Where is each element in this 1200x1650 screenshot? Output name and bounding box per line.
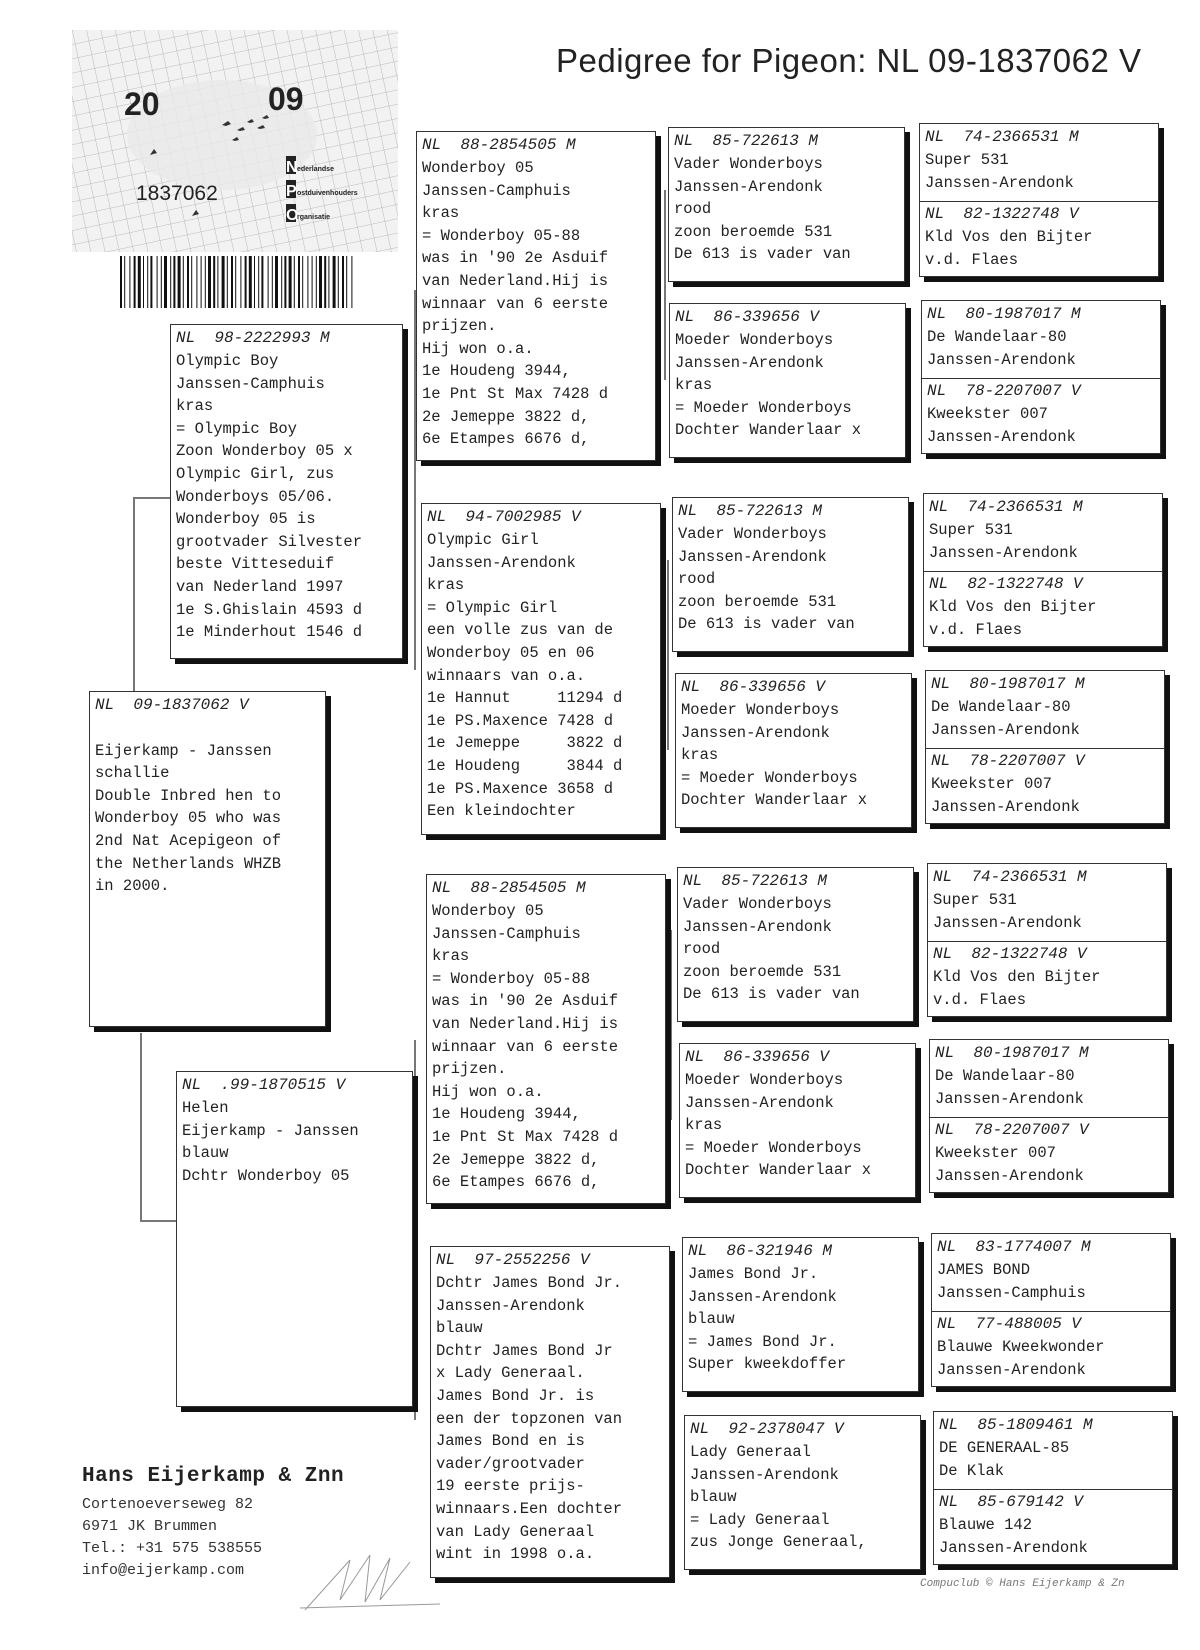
great-grandparent-box (668, 127, 905, 282)
g4-hen-box (934, 1489, 1172, 1565)
g4-pair-box (923, 493, 1163, 647)
barcode-bar (268, 256, 269, 308)
barcode-bar (338, 256, 339, 308)
great-grandparent-ring-number: NL 86-339656 V (685, 1048, 830, 1066)
g4-pair-box (927, 863, 1167, 1017)
great-grandparent-details: James Bond Jr. Janssen-Arendonk blauw = James Bond Jr. Super kweekdoffer (688, 1265, 847, 1374)
g4-hen-details: Kld Vos den Bijter v.d. Flaes (925, 228, 1093, 269)
grandparent-details: Dchtr James Bond Jr. Janssen-Arendonk blauw Dchtr James Bond Jr x Lady Generaal. James Bond Jr. is een der topzonen van James Bond en is vader/grootvader 19 eerste prijs- winnaars.Een dochter van Lady Generaal wint in 1998 o.a. (436, 1274, 623, 1564)
g4-hen-details: Kld Vos den Bijter v.d. Flaes (929, 598, 1097, 639)
g4-hen-ring-number: NL 82-1322748 V (933, 945, 1087, 963)
barcode-bar (173, 256, 175, 308)
great-grandparent-box (677, 867, 914, 1022)
great-grandparent-details: Vader Wonderboys Janssen-Arendonk rood zoon beroemde 531 De 613 is vader van (678, 525, 855, 634)
barcode-bar (254, 256, 255, 308)
g4-hen-ring-number: NL 78-2207007 V (935, 1121, 1089, 1139)
barcode-bar (284, 256, 286, 308)
barcode-bar (150, 256, 152, 308)
barcode-bar (161, 256, 162, 308)
g4-cock-details: Super 531 Janssen-Arendonk (929, 521, 1078, 562)
sire-ring-number: NL 98-2222993 M (176, 329, 330, 347)
barcode-bar (275, 256, 278, 308)
npo-word-3: rganisatie (297, 214, 331, 221)
breeder-phone: Tel.: +31 575 538555 (82, 1540, 263, 1557)
grandparent-box (416, 131, 656, 461)
barcode-bar (342, 256, 344, 308)
g4-hen-box (930, 1117, 1168, 1193)
grandparent-ring-number: NL 97-2552256 V (436, 1251, 590, 1269)
barcode-bar (281, 256, 282, 308)
barcode-bar (213, 256, 215, 308)
barcode-bar (240, 256, 241, 308)
grandparent-ring-number: NL 88-2854505 M (422, 136, 576, 154)
breeder-name: Hans Eijerkamp & Znn (82, 1465, 345, 1488)
ring-card-logo (72, 30, 398, 252)
grandparent-ring-number: NL 94-7002985 V (427, 508, 581, 526)
g4-hen-details: Kld Vos den Bijter v.d. Flaes (933, 968, 1101, 1009)
g4-cock-ring-number: NL 80-1987017 M (927, 305, 1081, 323)
connector-line (667, 560, 669, 750)
grandparent-details: Olympic Girl Janssen-Arendonk kras = Olympic Girl een volle zus van de Wonderboy 05 en 06 winnaars van o.a. 1e Hannut 11294 d 1e PS.Maxence 7428 d 1e Jemeppe 3822 d 1e Houdeng 3844 d 1e PS.Maxence 3658 d Een kleindochter (427, 531, 623, 821)
great-grandparent-details: Moeder Wonderboys Janssen-Arendonk kras = Moeder Wonderboys Dochter Wanderlaar x (675, 331, 862, 440)
great-grandparent-details: Lady Generaal Janssen-Arendonk blauw = Lady Generaal zus Jonge Generaal, (690, 1443, 867, 1552)
g4-hen-box (924, 571, 1162, 647)
great-grandparent-ring-number: NL 86-339656 V (681, 678, 826, 696)
signature-scribble (300, 1540, 440, 1614)
g4-cock-details: Super 531 Janssen-Arendonk (925, 151, 1074, 192)
barcode-bar (324, 256, 326, 308)
npo-letter-o: O (286, 207, 299, 224)
g4-pair-box (931, 1233, 1171, 1387)
great-grandparent-box (682, 1237, 919, 1392)
barcode-bar (134, 256, 136, 308)
great-grandparent-box (675, 673, 912, 828)
great-grandparent-ring-number: NL 92-2378047 V (690, 1420, 844, 1438)
g4-cock-details: DE GENERAAL-85 De Klak (939, 1439, 1070, 1480)
g4-cock-ring-number: NL 74-2366531 M (929, 498, 1083, 516)
g4-hen-ring-number: NL 77-488005 V (937, 1315, 1082, 1333)
g4-cock-ring-number: NL 80-1987017 M (931, 675, 1085, 693)
dam-ring-number: NL .99-1870515 V (182, 1076, 346, 1094)
g4-pair-box (921, 300, 1161, 454)
dam-details: Helen Eijerkamp - Janssen blauw Dchtr Wonderboy 05 (182, 1099, 359, 1185)
g4-hen-details: Kweekster 007 Janssen-Arendonk (935, 1144, 1084, 1185)
g4-cock-details: JAMES BOND Janssen-Camphuis (937, 1261, 1086, 1302)
connector-line (140, 1220, 176, 1222)
barcode-bar (328, 256, 329, 308)
g4-hen-ring-number: NL 78-2207007 V (931, 752, 1085, 770)
barcode-bar (201, 256, 202, 308)
grandparent-box (421, 503, 661, 835)
barcode-bar (157, 256, 158, 308)
barcode-bar (217, 256, 218, 308)
barcode-bar (178, 256, 181, 308)
barcode-bar (124, 256, 125, 308)
barcode-bar (183, 256, 184, 308)
barcode-bar (164, 256, 167, 308)
g4-cock-details: De Wandelaar-80 Janssen-Arendonk (935, 1067, 1084, 1108)
barcode-bar (346, 256, 347, 308)
g4-cock-ring-number: NL 80-1987017 M (935, 1044, 1089, 1062)
barcode-bar (351, 256, 352, 308)
great-grandparent-box (679, 1043, 916, 1198)
barcode-bar (333, 256, 336, 308)
great-grandparent-details: Moeder Wonderboys Janssen-Arendonk kras = Moeder Wonderboys Dochter Wanderlaar x (681, 701, 868, 810)
g4-hen-details: Blauwe Kweekwonder Janssen-Arendonk (937, 1338, 1105, 1379)
g4-cock-details: Super 531 Janssen-Arendonk (933, 891, 1082, 932)
subject-ring-number: NL 09-1837062 V (95, 696, 249, 714)
barcode-bar (312, 256, 313, 308)
great-grandparent-ring-number: NL 85-722613 M (678, 502, 823, 520)
barcode-bar (143, 256, 144, 308)
connector-line (664, 190, 666, 380)
great-grandparent-box (669, 303, 906, 458)
npo-letter-n: N (286, 159, 298, 176)
ring-year-left: 20 (124, 86, 160, 122)
npo-word-2: ostduivenhouders (297, 190, 358, 197)
barcode-bar (147, 256, 148, 308)
barcode-bar (272, 256, 273, 308)
barcode-bar (191, 256, 192, 308)
great-grandparent-details: Vader Wonderboys Janssen-Arendonk rood zoon beroemde 531 De 613 is vader van (674, 155, 851, 264)
g4-cock-ring-number: NL 83-1774007 M (937, 1238, 1091, 1256)
barcode-bar (120, 256, 122, 308)
g4-cock-details: De Wandelaar-80 Janssen-Arendonk (931, 698, 1080, 739)
g4-hen-details: Kweekster 007 Janssen-Arendonk (927, 405, 1076, 446)
barcode-bar (196, 256, 197, 308)
g4-hen-ring-number: NL 82-1322748 V (925, 205, 1079, 223)
breeder-email: info@eijerkamp.com (82, 1562, 245, 1579)
ring-year-right: 09 (268, 81, 304, 117)
barcode-bar (227, 256, 228, 308)
connector-line (673, 1300, 675, 1480)
grandparent-box (430, 1246, 670, 1578)
barcode-bar (316, 256, 317, 308)
g4-pair-box (933, 1411, 1173, 1565)
grandparent-box (426, 874, 666, 1204)
barcode-bar (245, 256, 247, 308)
grandparent-ring-number: NL 88-2854505 M (432, 879, 586, 897)
g4-hen-box (920, 201, 1158, 277)
g4-hen-ring-number: NL 78-2207007 V (927, 382, 1081, 400)
great-grandparent-ring-number: NL 86-321946 M (688, 1242, 833, 1260)
sire-box (170, 324, 403, 659)
npo-word-1: ederlandse (297, 166, 334, 173)
connector-line (140, 1033, 142, 1221)
barcode-bar (289, 256, 292, 308)
barcode-bar (187, 256, 189, 308)
g4-hen-ring-number: NL 82-1322748 V (929, 575, 1083, 593)
barcode-bar (294, 256, 295, 308)
barcode-bar (249, 256, 252, 308)
grandparent-details: Wonderboy 05 Janssen-Camphuis kras = Wonderboy 05-88 was in '90 2e Asduif van Nederland.Hij is winnaar van 6 eerste prijzen. Hij won o.a. 1e Houdeng 3944, 1e Pnt St Max 7428 d 2e Jemeppe 3822 d, 6e Etampes 6676 d, (432, 902, 619, 1192)
barcode-bar (138, 256, 141, 308)
connector-line (670, 930, 672, 1120)
software-credit: Compuclub © Hans Eijerkamp & Zn (920, 1578, 1125, 1590)
barcode-bar (258, 256, 259, 308)
barcode-bar (208, 256, 211, 308)
connector-line (133, 497, 171, 499)
g4-cock-ring-number: NL 74-2366531 M (925, 128, 1079, 146)
g4-hen-details: Blauwe 142 Janssen-Arendonk (939, 1516, 1088, 1557)
great-grandparent-box (684, 1415, 921, 1570)
npo-letter-p: P (286, 183, 297, 200)
g4-pair-box (919, 123, 1159, 277)
sire-details: Olympic Boy Janssen-Camphuis kras = Olympic Boy Zoon Wonderboy 05 x Olympic Girl, zus Wonderboys 05/06. Wonderboy 05 is grootvader Silvester beste Vitteseduif van Nederland 1997 1e S.Ghislain 4593 d 1e Minderhout 1546 d (176, 352, 363, 642)
barcode-bar (302, 256, 303, 308)
g4-cock-ring-number: NL 85-1809461 M (939, 1416, 1093, 1434)
ring-number: 1837062 (136, 182, 218, 205)
g4-hen-ring-number: NL 85-679142 V (939, 1493, 1084, 1511)
dam-box (176, 1071, 413, 1407)
barcode-bar (170, 256, 171, 308)
g4-hen-box (926, 748, 1164, 824)
g4-cock-ring-number: NL 74-2366531 M (933, 868, 1087, 886)
g4-hen-box (922, 378, 1160, 454)
barcode-bar (235, 256, 236, 308)
g4-hen-details: Kweekster 007 Janssen-Arendonk (931, 775, 1080, 816)
great-grandparent-ring-number: NL 85-722613 M (674, 132, 819, 150)
grandparent-details: Wonderboy 05 Janssen-Camphuis kras = Wonderboy 05-88 was in '90 2e Asduif van Nederland.Hij is winnaar van 6 eerste prijzen. Hij won o.a. 1e Houdeng 3944, 1e Pnt St Max 7428 d 2e Jemeppe 3822 d, 6e Etampes 6676 d, (422, 159, 609, 449)
great-grandparent-details: Moeder Wonderboys Janssen-Arendonk kras = Moeder Wonderboys Dochter Wanderlaar x (685, 1071, 872, 1180)
barcode-bar (307, 256, 308, 308)
subject-pigeon-box (89, 691, 326, 1027)
barcode-bar (129, 256, 130, 308)
barcode-bar (205, 256, 206, 308)
barcode-bar (231, 256, 233, 308)
great-grandparent-ring-number: NL 85-722613 M (683, 872, 828, 890)
g4-pair-box (925, 670, 1165, 824)
subject-details: Eijerkamp - Janssen schallie Double Inbred hen to Wonderboy 05 who was 2nd Nat Acepigeon of the Netherlands WHZB in 2000. (95, 741, 282, 896)
barcode-bar (319, 256, 322, 308)
barcode-bar (261, 256, 263, 308)
breeder-address: Cortenoeverseweg 82 (82, 1496, 254, 1513)
g4-pair-box (929, 1039, 1169, 1193)
barcode-bar (298, 256, 300, 308)
g4-hen-box (928, 941, 1166, 1017)
page-title: Pedigree for Pigeon: NL 09-1837062 V (556, 42, 1142, 79)
breeder-city: 6971 JK Brummen (82, 1518, 218, 1535)
great-grandparent-ring-number: NL 86-339656 V (675, 308, 820, 326)
barcode-bar (222, 256, 225, 308)
connector-line (414, 1040, 416, 1420)
great-grandparent-box (672, 497, 909, 652)
great-grandparent-details: Vader Wonderboys Janssen-Arendonk rood zoon beroemde 531 De 613 is vader van (683, 895, 860, 1004)
barcode (120, 256, 354, 308)
g4-cock-details: De Wandelaar-80 Janssen-Arendonk (927, 328, 1076, 369)
connector-line (133, 497, 135, 693)
g4-hen-box (932, 1311, 1170, 1387)
